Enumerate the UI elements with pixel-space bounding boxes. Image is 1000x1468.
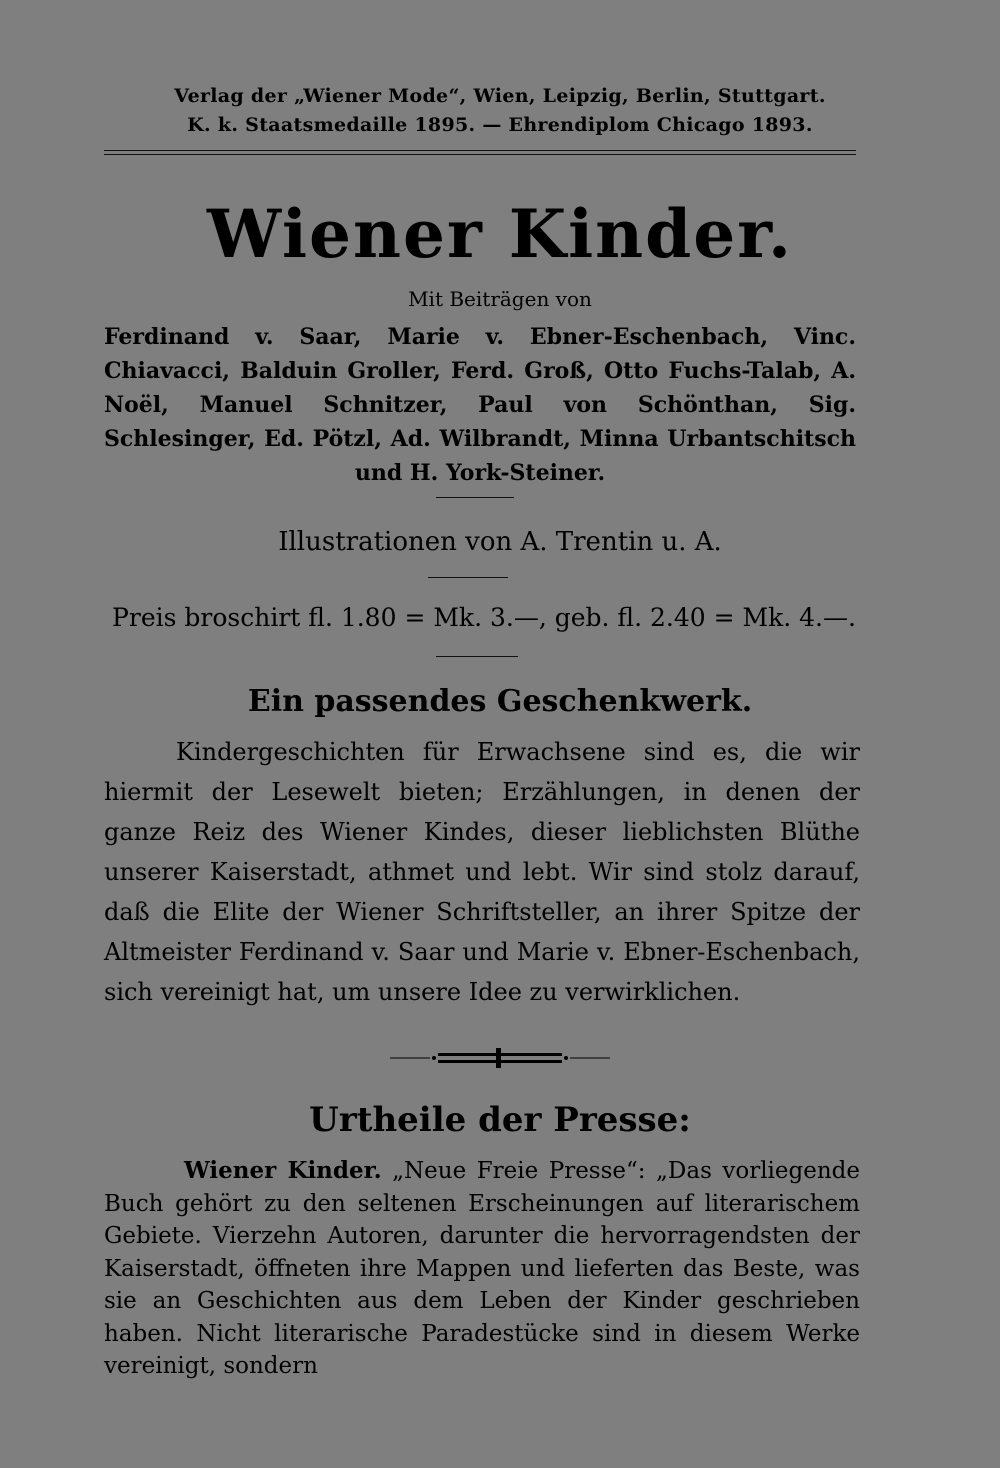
gift-paragraph: Kindergeschichten für Erwachsene sind es, die wir hiermit der Lesewelt bieten; Erzählungen, in denen der ganze Reiz des Wiener Kindes, dieser lieblichsten Blüthe unserer Kaiserstadt, athmet und lebt. Wir sind stolz darauf, daß die Elite der Wiener Schriftsteller, an ihrer Spitze der Altmeister Ferdinand v. Saar und Marie v. Ebner-Eschenbach, sich vereinigt hat, um unsere Idee zu verwirklichen. [104,738,860,1006]
contributors-list: Ferdinand v. Saar, Marie v. Ebner-Eschenbach, Vinc. Chiavacci, Balduin Groller, Ferd. Groß, Otto Fuchs-Talab, A. Noël, Manuel Schnitzer, Paul von Schönthan, Sig. Schlesinger, Ed. Pötzl, Ad. Wilbrandt, Minna Urbantschitsch und H. York-Steiner. [104,324,856,486]
press-heading: Urtheile der Presse: [309,1100,691,1140]
press-lead: Wiener Kinder. [184,1157,382,1184]
divider-rule [436,656,518,657]
header-double-rule [104,150,856,155]
awards-line: K. k. Staatsmedaille 1895. — Ehrendiplom Chicago 1893. [187,114,813,136]
press-body: „Neue Freie Presse“: „Das vorliegende Buch gehört zu den seltenen Erscheinungen auf literarischem Gebiete. Vierzehn Autoren, darunter die hervorragendsten der Kaiserstadt, öffneten ihre Mappen und lieferten das Beste, was sie an Geschichten aus dem Leben der Kinder geschrieben haben. Nicht literarische Paradestücke sind in diesem Werke vereinigt, sondern [104,1158,861,1379]
illustrations-credit: Illustrationen von A. Trentin u. A. [278,527,722,557]
ornament-divider [390,1045,610,1071]
press-paragraph [104,1155,860,1383]
publisher-line: Verlag der „Wiener Mode“, Wien, Leipzig, Berlin, Stuttgart. [174,85,826,107]
divider-rule [428,577,508,578]
press-review [104,1155,860,1383]
publisher-block [100,82,900,140]
price-line: Preis broschirt fl. 1.80 = Mk. 3.—, geb. fl. 2.40 = Mk. 4.—. [112,603,856,632]
divider-rule [436,497,514,498]
gift-body [104,732,860,1012]
gift-heading: Ein passendes Geschenkwerk. [247,684,753,719]
book-title: Wiener Kinder. [206,195,793,273]
contributors-intro: Mit Beiträgen von [408,287,592,311]
